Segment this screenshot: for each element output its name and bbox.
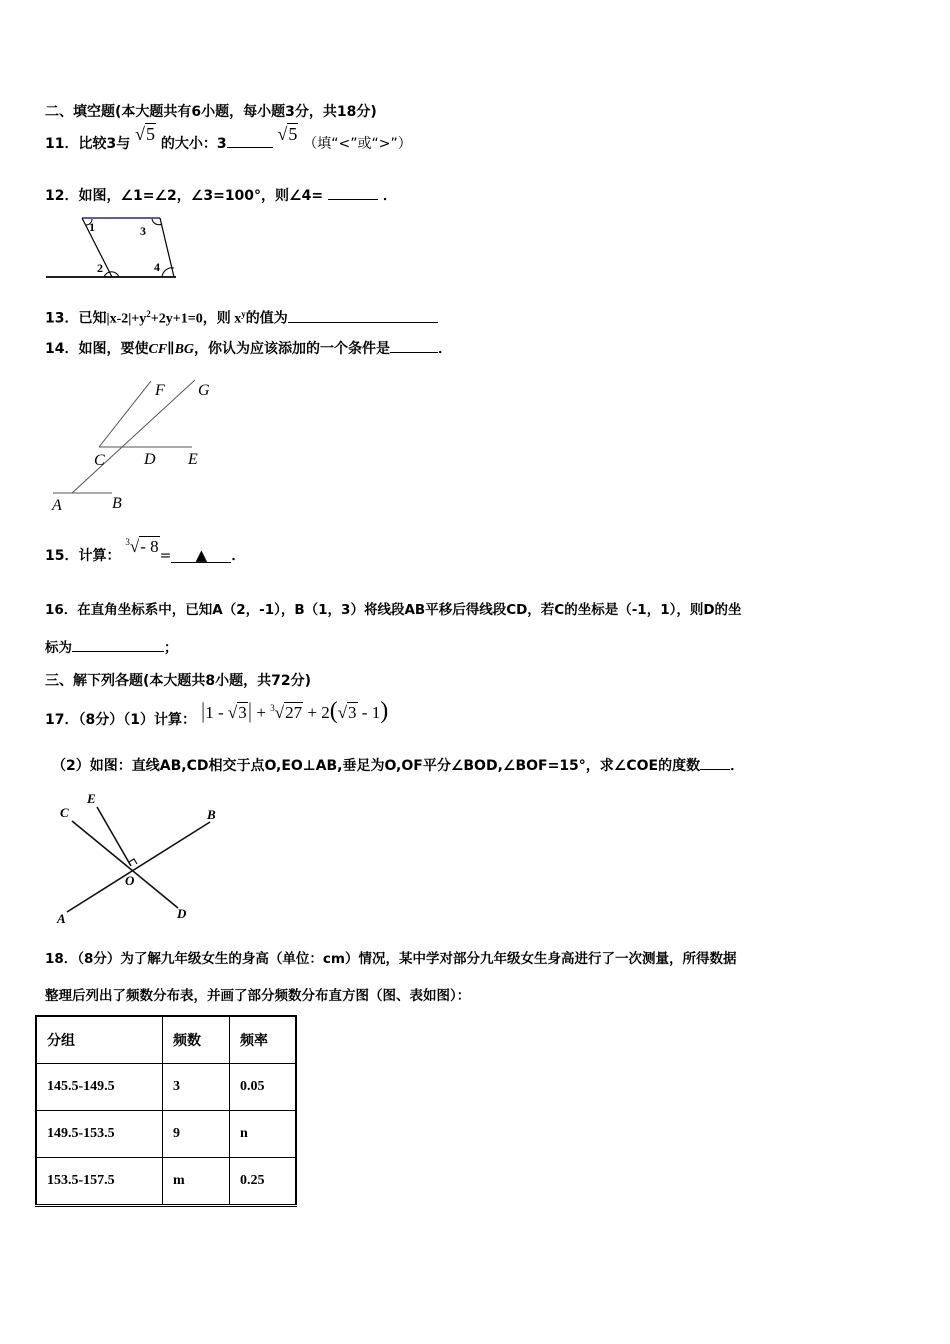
point-label-b: B <box>112 495 122 512</box>
abs-bar: | <box>247 698 253 723</box>
superscript: y <box>241 309 246 319</box>
radicand: 27 <box>285 703 303 722</box>
angle-label-1: 1 <box>89 220 95 234</box>
radicand: 3 <box>238 703 247 722</box>
punctuation: ． <box>730 758 745 774</box>
question-number: 15． <box>45 548 79 564</box>
expr-term: - 1 <box>357 703 381 722</box>
question-text: 的大小：3 <box>160 136 227 152</box>
table-header: 频率 <box>230 1016 297 1064</box>
question-number: 13． <box>45 310 79 327</box>
question-number: 11． <box>45 136 79 152</box>
question-text: （2）如图：直线AB,CD相交于点O,EO⊥AB,垂足为O,OF平分∠BOD,∠BOF=15°，求∠COE的度数 <box>52 758 701 774</box>
question-text: 比较3与 <box>78 136 131 152</box>
table-cell: 149.5-153.5 <box>36 1111 163 1158</box>
question-text: 已知|x-2|+y <box>78 311 147 327</box>
angle-label-4: 4 <box>154 260 160 274</box>
point-label-f: F <box>155 382 165 399</box>
question-15 <box>45 537 246 566</box>
punctuation: ； <box>164 640 178 656</box>
superscript: 2 <box>146 309 151 319</box>
angle-label-2: 2 <box>97 261 103 275</box>
point-label-o: O <box>125 873 135 888</box>
question-text: 计算： <box>78 548 121 564</box>
expr-term: 1 - <box>205 703 228 722</box>
point-label-c: C <box>94 452 105 469</box>
question-text: （8分）（1）计算： <box>78 712 196 728</box>
point-label-e: E <box>188 451 198 468</box>
question-12 <box>45 186 397 205</box>
point-label-a: A <box>57 911 66 926</box>
table-header: 分组 <box>36 1016 163 1064</box>
table-cell: 145.5-149.5 <box>36 1064 163 1111</box>
radicand: - 8 <box>140 537 159 556</box>
point-label-b: B <box>207 807 216 822</box>
expr-term: + <box>252 703 271 722</box>
math-expression: CF∥BG <box>148 342 195 357</box>
expr-term: + 2 <box>303 703 330 722</box>
question-hint: （填“<”或“>”） <box>303 136 412 152</box>
sqrt-5: √5 <box>135 124 155 144</box>
question-11 <box>45 124 412 153</box>
section-3-heading: 三、解下列各题(本大题共8小题，共72分) <box>45 673 312 689</box>
table-cell: 0.05 <box>230 1064 297 1111</box>
question-text: ，你认为应该添加的一个条件是 <box>194 341 391 357</box>
point-label-d: D <box>177 906 187 921</box>
answer-blank[interactable] <box>72 638 164 652</box>
point-label-a: A <box>52 497 62 514</box>
point-label-c: C <box>60 805 69 820</box>
intersecting-lines-figure <box>45 785 235 930</box>
punctuation: ． <box>438 341 453 357</box>
radicand: 5 <box>288 124 298 144</box>
table-cell: 0.25 <box>230 1158 297 1206</box>
answer-blank[interactable] <box>288 309 438 323</box>
question-number: 12． <box>45 188 79 204</box>
triangle-marker-icon: ▲ <box>195 546 208 564</box>
question-18-line-1: 18．（8分）为了解九年级女生的身高（单位：cm）情况，某中学对部分九年级女生身高进行了一次测量，所得数据 <box>45 951 737 967</box>
paren: ( <box>329 698 338 724</box>
answer-blank[interactable] <box>328 186 378 200</box>
question-text: 如图，要使 <box>78 341 149 357</box>
table-header: 频数 <box>163 1016 230 1064</box>
equals-sign: = <box>159 548 172 564</box>
table-cell: m <box>163 1158 230 1206</box>
root-index: 3 <box>270 703 275 713</box>
parallelogram-figure <box>44 215 184 281</box>
question-18-line-2: 整理后列出了频数分布表，并画了部分频数分布直方图（图、表如图）： <box>45 988 471 1004</box>
radicand: 5 <box>146 124 155 144</box>
punctuation: ． <box>231 548 246 564</box>
table-cell: 153.5-157.5 <box>36 1158 163 1206</box>
math-expression: |1 - √3| + $^3$√27 + 2(√3 - 1) <box>200 698 389 724</box>
question-text: 的值为 <box>245 310 288 327</box>
question-number: 17． <box>45 712 79 728</box>
punctuation: ． <box>382 188 397 204</box>
question-text: +2y+1=0，则 x <box>150 311 242 327</box>
parallel-lines-figure <box>45 375 225 515</box>
point-label-g: G <box>198 382 210 399</box>
table-cell: n <box>230 1111 297 1158</box>
radicand: 3 <box>348 703 357 722</box>
question-16-line-2 <box>45 638 178 657</box>
table-header-row <box>36 1016 296 1064</box>
section-2-heading: 二、填空题(本大题共有6小题，每小题3分，共18分) <box>45 104 377 120</box>
table-row <box>36 1111 296 1158</box>
sqrt-5: √5 <box>277 124 298 144</box>
question-text: 标为 <box>45 640 72 656</box>
cube-root: $^3$√- 8 <box>125 537 159 556</box>
question-text: 如图，∠1=∠2，∠3=100°，则∠4= <box>78 188 324 204</box>
question-17 <box>45 698 389 730</box>
root-index: 3 <box>125 537 130 547</box>
question-17-part-2 <box>52 756 744 775</box>
frequency-table <box>35 1015 297 1207</box>
answer-blank[interactable] <box>227 134 273 148</box>
question-16-line-1: 16．在直角坐标系中，已知A（2，-1），B（1，3）将线段AB平移后得线段CD，若C的坐标是（-1，1），则D的坐 <box>45 602 742 618</box>
paren: ) <box>380 698 389 724</box>
point-label-e: E <box>87 791 96 806</box>
question-14 <box>45 339 452 359</box>
answer-blank[interactable] <box>700 756 730 770</box>
point-label-d: D <box>144 451 156 468</box>
table-row <box>36 1158 296 1206</box>
question-number: 14． <box>45 341 79 357</box>
angle-label-3: 3 <box>140 224 146 238</box>
answer-blank[interactable] <box>390 339 438 353</box>
table-cell: 9 <box>163 1111 230 1158</box>
answer-blank[interactable] <box>171 546 231 563</box>
table-cell: 3 <box>163 1064 230 1111</box>
question-13 <box>45 305 438 329</box>
table-row <box>36 1064 296 1111</box>
abs-bar: | <box>200 698 206 723</box>
